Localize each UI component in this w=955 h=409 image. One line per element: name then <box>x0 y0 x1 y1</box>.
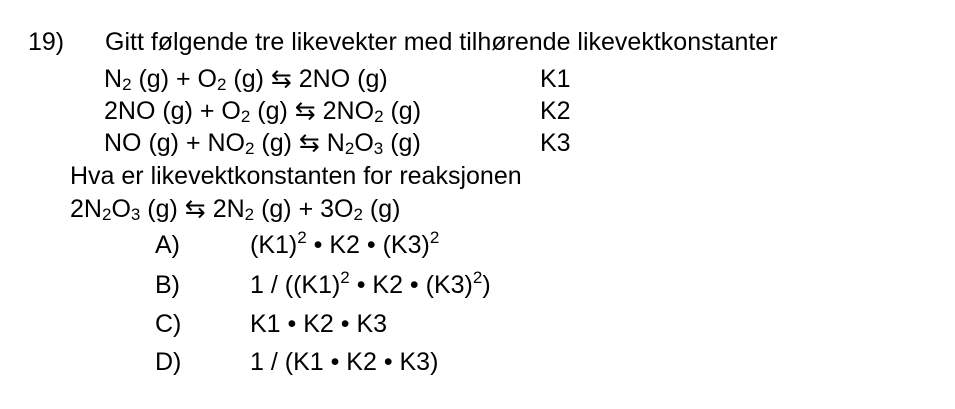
option-a-text[interactable]: $(K1)^2$ • K2 • $(K3)^2$ <box>250 228 440 259</box>
target-reaction: $2N_2O_3$ (g) ⇆ $2N_2$ $(g) + 3O_2$ (g) <box>70 195 401 224</box>
option-d-text[interactable]: 1 / (K1 • K2 • K3) <box>250 348 439 376</box>
prompt-text: Hva er likevektkonstanten for reaksjonen <box>70 162 522 190</box>
equilibrium-3-constant: K3 <box>540 129 571 157</box>
option-c-text[interactable]: K1 • K2 • K3 <box>250 310 388 338</box>
question-text: Gitt følgende tre likevekter med tilhørende likevektkonstanter <box>105 28 778 56</box>
equilibrium-1-constant: K1 <box>540 65 571 93</box>
equilibrium-1-equation: $N_2$ $(g) + O_2$ (g) ⇆ 2NO (g) <box>104 65 388 94</box>
equilibrium-3-equation: NO $(g) + NO_2$ (g) ⇆ $N_2O_3$ (g) <box>104 129 421 158</box>
option-b-label[interactable]: B) <box>155 271 180 299</box>
equilibrium-2-equation: 2NO $(g) + O_2$ (g) ⇆ $2NO_2$ (g) <box>104 97 422 126</box>
option-b-text[interactable]: $1 / ((K1)^2$ • K2 • $(K3)^2$) <box>250 268 491 299</box>
option-d-label[interactable]: D) <box>155 348 182 376</box>
option-a-label[interactable]: A) <box>155 231 180 259</box>
question-number: 19) <box>28 28 65 56</box>
equilibrium-2-constant: K2 <box>540 97 571 125</box>
option-c-label[interactable]: C) <box>155 310 182 338</box>
